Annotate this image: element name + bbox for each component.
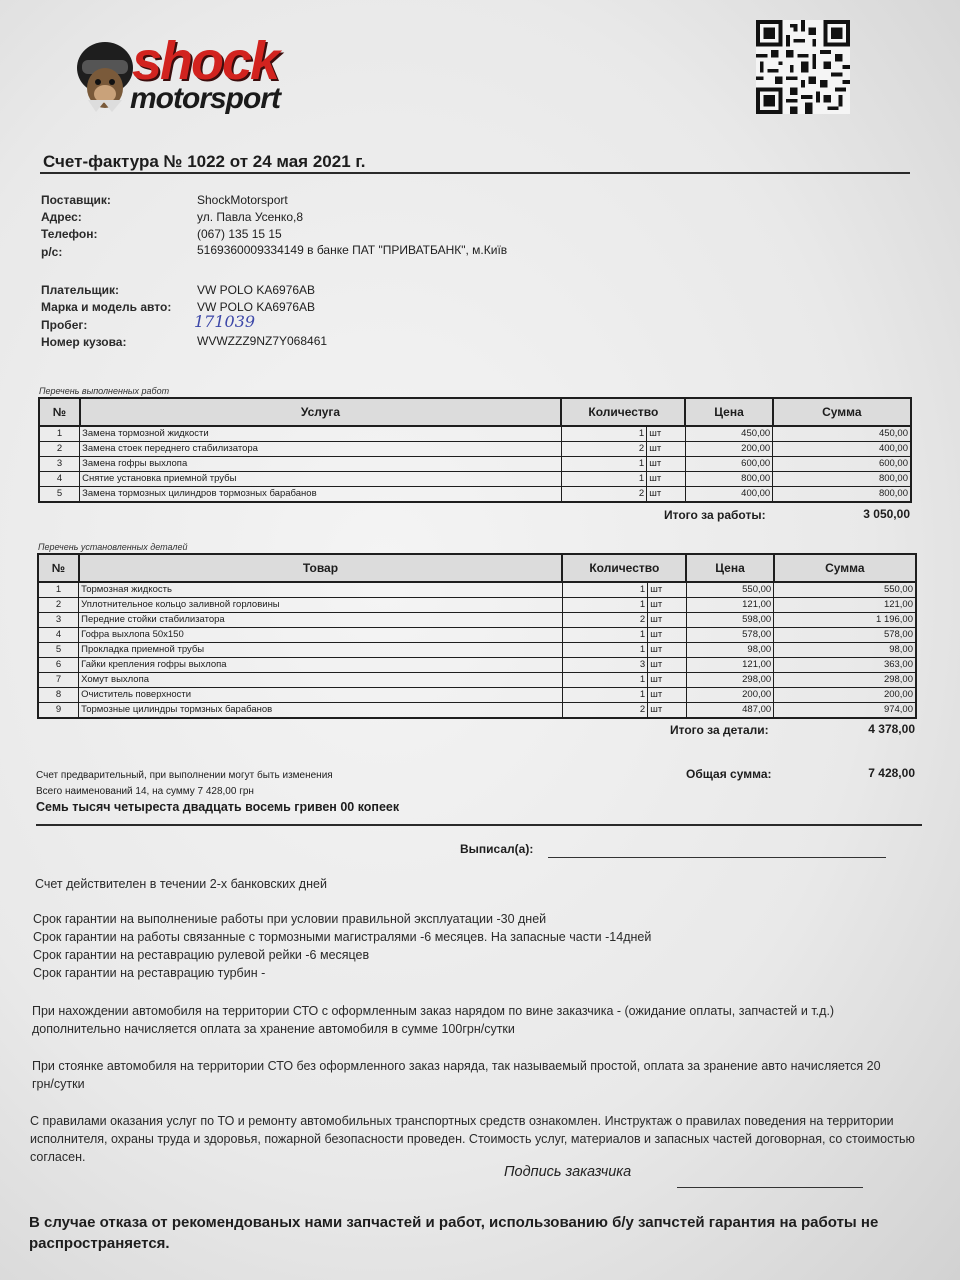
row-unit: шт — [648, 703, 687, 719]
invoice-title: Счет-фактура № 1022 от 24 мая 2021 г. — [43, 152, 366, 171]
phone-value: (067) 135 15 15 — [197, 227, 282, 241]
warranty-item: Срок гарантии на реставрацию рулевой рейки -6 месяцев — [33, 948, 370, 962]
row-price: 450,00 — [685, 426, 772, 442]
parts-header-num: № — [38, 554, 79, 582]
row-sum: 450,00 — [773, 426, 911, 442]
row-number: 9 — [38, 703, 79, 719]
parts-total-value: 4 378,00 — [868, 722, 915, 736]
table-row — [38, 688, 916, 703]
row-unit: шт — [648, 688, 687, 703]
row-number: 5 — [38, 643, 79, 658]
customer-signature-label: Подпись заказчика — [504, 1164, 632, 1180]
items-count-line: Всего наименований 14, на сумму 7 428,00 грн — [36, 786, 254, 797]
parts-header-name: Товар — [79, 554, 563, 582]
car-model-value: VW POLO KA6976AB — [197, 300, 316, 314]
row-quantity: 1 — [562, 643, 647, 658]
account-label: р/с: — [41, 245, 63, 259]
customer-signature-line — [677, 1187, 863, 1188]
row-name: Прокладка приемной трубы — [79, 643, 563, 658]
row-number: 1 — [38, 582, 79, 598]
row-price: 578,00 — [686, 628, 773, 643]
works-total-label: Итого за работы: — [664, 508, 766, 522]
row-sum: 1 196,00 — [774, 613, 916, 628]
row-name: Замена гофры выхлопа — [80, 457, 562, 472]
row-unit: шт — [647, 457, 686, 472]
works-header-num: № — [39, 398, 80, 426]
row-sum: 800,00 — [773, 472, 911, 487]
warranty-item: Срок гарантии на выполнениые работы при условии правильной эксплуатации -30 дней — [33, 912, 547, 926]
row-price: 98,00 — [686, 643, 773, 658]
parts-table — [37, 553, 917, 719]
address-label: Адрес: — [41, 210, 82, 224]
row-quantity: 2 — [561, 487, 646, 503]
row-unit: шт — [647, 487, 686, 503]
row-name: Уплотнительное кольцо заливной горловины — [79, 598, 563, 613]
row-price: 121,00 — [686, 598, 773, 613]
row-name: Тормозная жидкость — [79, 582, 563, 598]
storage-fee-note: При нахождении автомобиля на территории СТО с оформленным заказ нарядом по вине заказчика - (ожидание оплаты, запчастей и т.д.) дополнительно начисляется оплата за хранение автомобиля в сумме 100грн/сутки — [32, 1004, 835, 1036]
row-sum: 363,00 — [774, 658, 916, 673]
table-row — [38, 598, 916, 613]
company-logo — [70, 31, 370, 124]
table-row — [38, 628, 916, 643]
row-number: 5 — [39, 487, 80, 503]
warranty-disclaimer: В случае отказа от рекомендованых нами запчастей и работ, использованию б/у запчстей гарантия на работы не распространяется. — [29, 1214, 879, 1252]
warranty-item: Срок гарантии на работы связанные с тормозными магистралями -6 месяцев. На запасные части -14дней — [33, 930, 652, 944]
row-price: 487,00 — [686, 703, 773, 719]
logo-text-motorsport: motorsport — [130, 82, 280, 115]
row-unit: шт — [648, 643, 687, 658]
validity-note: Счет действителен в течении 2-х банковских дней — [35, 877, 327, 891]
row-number: 7 — [38, 673, 79, 688]
row-quantity: 1 — [562, 582, 647, 598]
row-name: Снятие установка приемной трубы — [80, 472, 562, 487]
works-header-sum: Сумма — [773, 398, 911, 426]
works-header-name: Услуга — [80, 398, 562, 426]
row-quantity: 2 — [562, 613, 647, 628]
row-quantity: 2 — [561, 442, 646, 457]
account-value: 5169360009334149 в банке ПАТ "ПРИВАТБАНК", м.Київ — [197, 243, 508, 257]
amount-in-words: Семь тысяч четыреста двадцать восемь гривен 00 копеек — [36, 800, 400, 814]
row-number: 4 — [38, 628, 79, 643]
table-row — [38, 658, 916, 673]
phone-label: Телефон: — [41, 227, 98, 241]
row-unit: шт — [648, 673, 687, 688]
row-name: Тормозные цилиндры тормзных барабанов — [79, 703, 563, 719]
row-sum: 400,00 — [773, 442, 911, 457]
logo-text-shock: shock — [132, 31, 279, 91]
row-unit: шт — [647, 472, 686, 487]
works-total-value: 3 050,00 — [863, 507, 910, 521]
row-number: 4 — [39, 472, 80, 487]
works-header-price: Цена — [685, 398, 772, 426]
vin-value: WVWZZZ9NZ7Y068461 — [197, 334, 328, 348]
row-quantity: 1 — [561, 426, 646, 442]
warranty-item: Срок гарантии на реставрацию турбин - — [33, 966, 266, 980]
vin-label: Номер кузова: — [41, 335, 127, 349]
works-caption: Перечень выполненных работ — [39, 386, 170, 396]
row-quantity: 1 — [561, 457, 646, 472]
parts-header-sum: Сумма — [774, 554, 916, 582]
row-number: 3 — [39, 457, 80, 472]
row-number: 2 — [38, 598, 79, 613]
row-sum: 600,00 — [773, 457, 911, 472]
summary-divider — [36, 824, 922, 826]
row-price: 400,00 — [685, 487, 772, 503]
works-header-qty: Количество — [561, 398, 685, 426]
row-price: 121,00 — [686, 658, 773, 673]
row-price: 200,00 — [685, 442, 772, 457]
address-value: ул. Павла Усенко,8 — [197, 210, 304, 224]
row-price: 598,00 — [686, 613, 773, 628]
supplier-label: Поставщик: — [41, 193, 111, 207]
row-quantity: 1 — [562, 688, 647, 703]
row-unit: шт — [648, 658, 687, 673]
row-name: Замена стоек переднего стабилизатора — [80, 442, 562, 457]
parts-caption: Перечень установленных деталей — [38, 542, 188, 552]
parts-header-qty: Количество — [562, 554, 686, 582]
title-divider — [40, 172, 910, 174]
row-name: Передние стойки стабилизатора — [79, 613, 563, 628]
row-price: 298,00 — [686, 673, 773, 688]
warranty-list — [33, 910, 913, 982]
table-row — [38, 703, 916, 719]
row-unit: шт — [647, 426, 686, 442]
grand-total-value: 7 428,00 — [868, 766, 915, 780]
row-price: 550,00 — [686, 582, 773, 598]
parts-total-label: Итого за детали: — [670, 723, 769, 737]
qr-code — [756, 20, 850, 114]
row-unit: шт — [648, 628, 687, 643]
works-table — [38, 397, 912, 503]
row-sum: 121,00 — [774, 598, 916, 613]
row-name: Очиститель поверхности — [79, 688, 563, 703]
row-name: Замена тормозных цилиндров тормозных барабанов — [80, 487, 562, 503]
parts-header-row — [38, 554, 916, 582]
row-unit: шт — [647, 442, 686, 457]
row-sum: 98,00 — [774, 643, 916, 658]
row-quantity: 1 — [562, 673, 647, 688]
row-quantity: 1 — [561, 472, 646, 487]
issued-by-signature-line — [548, 857, 886, 858]
payer-value: VW POLO KA6976AB — [197, 283, 316, 297]
issued-by-label: Выписал(а): — [460, 842, 534, 856]
table-row — [38, 582, 916, 598]
row-sum: 578,00 — [774, 628, 916, 643]
table-row — [38, 613, 916, 628]
table-row — [38, 673, 916, 688]
row-number: 8 — [38, 688, 79, 703]
row-sum: 550,00 — [774, 582, 916, 598]
table-row — [39, 457, 911, 472]
mileage-handwritten-value: 171039 — [194, 312, 256, 331]
table-row — [39, 487, 911, 503]
row-name: Замена тормозной жидкости — [80, 426, 562, 442]
row-number: 3 — [38, 613, 79, 628]
row-number: 1 — [39, 426, 80, 442]
idle-fee-note: При стоянке автомобиля на территории СТО без оформленного заказ наряда, так называемый простой, оплата за зранение авто начисляется 20 грн/сутки — [32, 1059, 881, 1091]
row-quantity: 3 — [562, 658, 647, 673]
row-sum: 974,00 — [774, 703, 916, 719]
row-sum: 298,00 — [774, 673, 916, 688]
row-unit: шт — [648, 613, 687, 628]
grand-total-label: Общая сумма: — [686, 767, 772, 781]
row-price: 800,00 — [685, 472, 772, 487]
row-quantity: 2 — [562, 703, 647, 719]
parts-header-price: Цена — [686, 554, 773, 582]
row-number: 2 — [39, 442, 80, 457]
preliminary-note: Счет предварительный, при выполнении могут быть изменения — [36, 770, 333, 781]
works-header-row — [39, 398, 911, 426]
row-number: 6 — [38, 658, 79, 673]
table-row — [39, 426, 911, 442]
service-rules-note: С правилами оказания услуг по ТО и ремонту автомобильных транспортных средств ознакомлен. Инструктаж о правилах поведения на территории исполнителя, охраны труда и здоровья, пожарной безопасности проведен. Стоимость услуг, материалов и запасных частей договорная, со стоимостью согласен. — [30, 1114, 915, 1164]
row-sum: 200,00 — [774, 688, 916, 703]
mileage-label: Пробег: — [41, 318, 88, 332]
row-price: 200,00 — [686, 688, 773, 703]
table-row — [39, 442, 911, 457]
row-name: Гайки крепления гофры выхлопа — [79, 658, 563, 673]
row-quantity: 1 — [562, 628, 647, 643]
row-unit: шт — [648, 598, 687, 613]
row-unit: шт — [648, 582, 687, 598]
row-price: 600,00 — [685, 457, 772, 472]
row-quantity: 1 — [562, 598, 647, 613]
monkey-helmet-icon — [74, 38, 136, 114]
row-name: Гофра выхлопа 50х150 — [79, 628, 563, 643]
payer-label: Плательщик: — [41, 283, 119, 297]
table-row — [39, 472, 911, 487]
supplier-value: ShockMotorsport — [197, 193, 288, 207]
row-name: Хомут выхлопа — [79, 673, 563, 688]
car-model-label: Марка и модель авто: — [41, 300, 172, 314]
table-row — [38, 643, 916, 658]
row-sum: 800,00 — [773, 487, 911, 503]
